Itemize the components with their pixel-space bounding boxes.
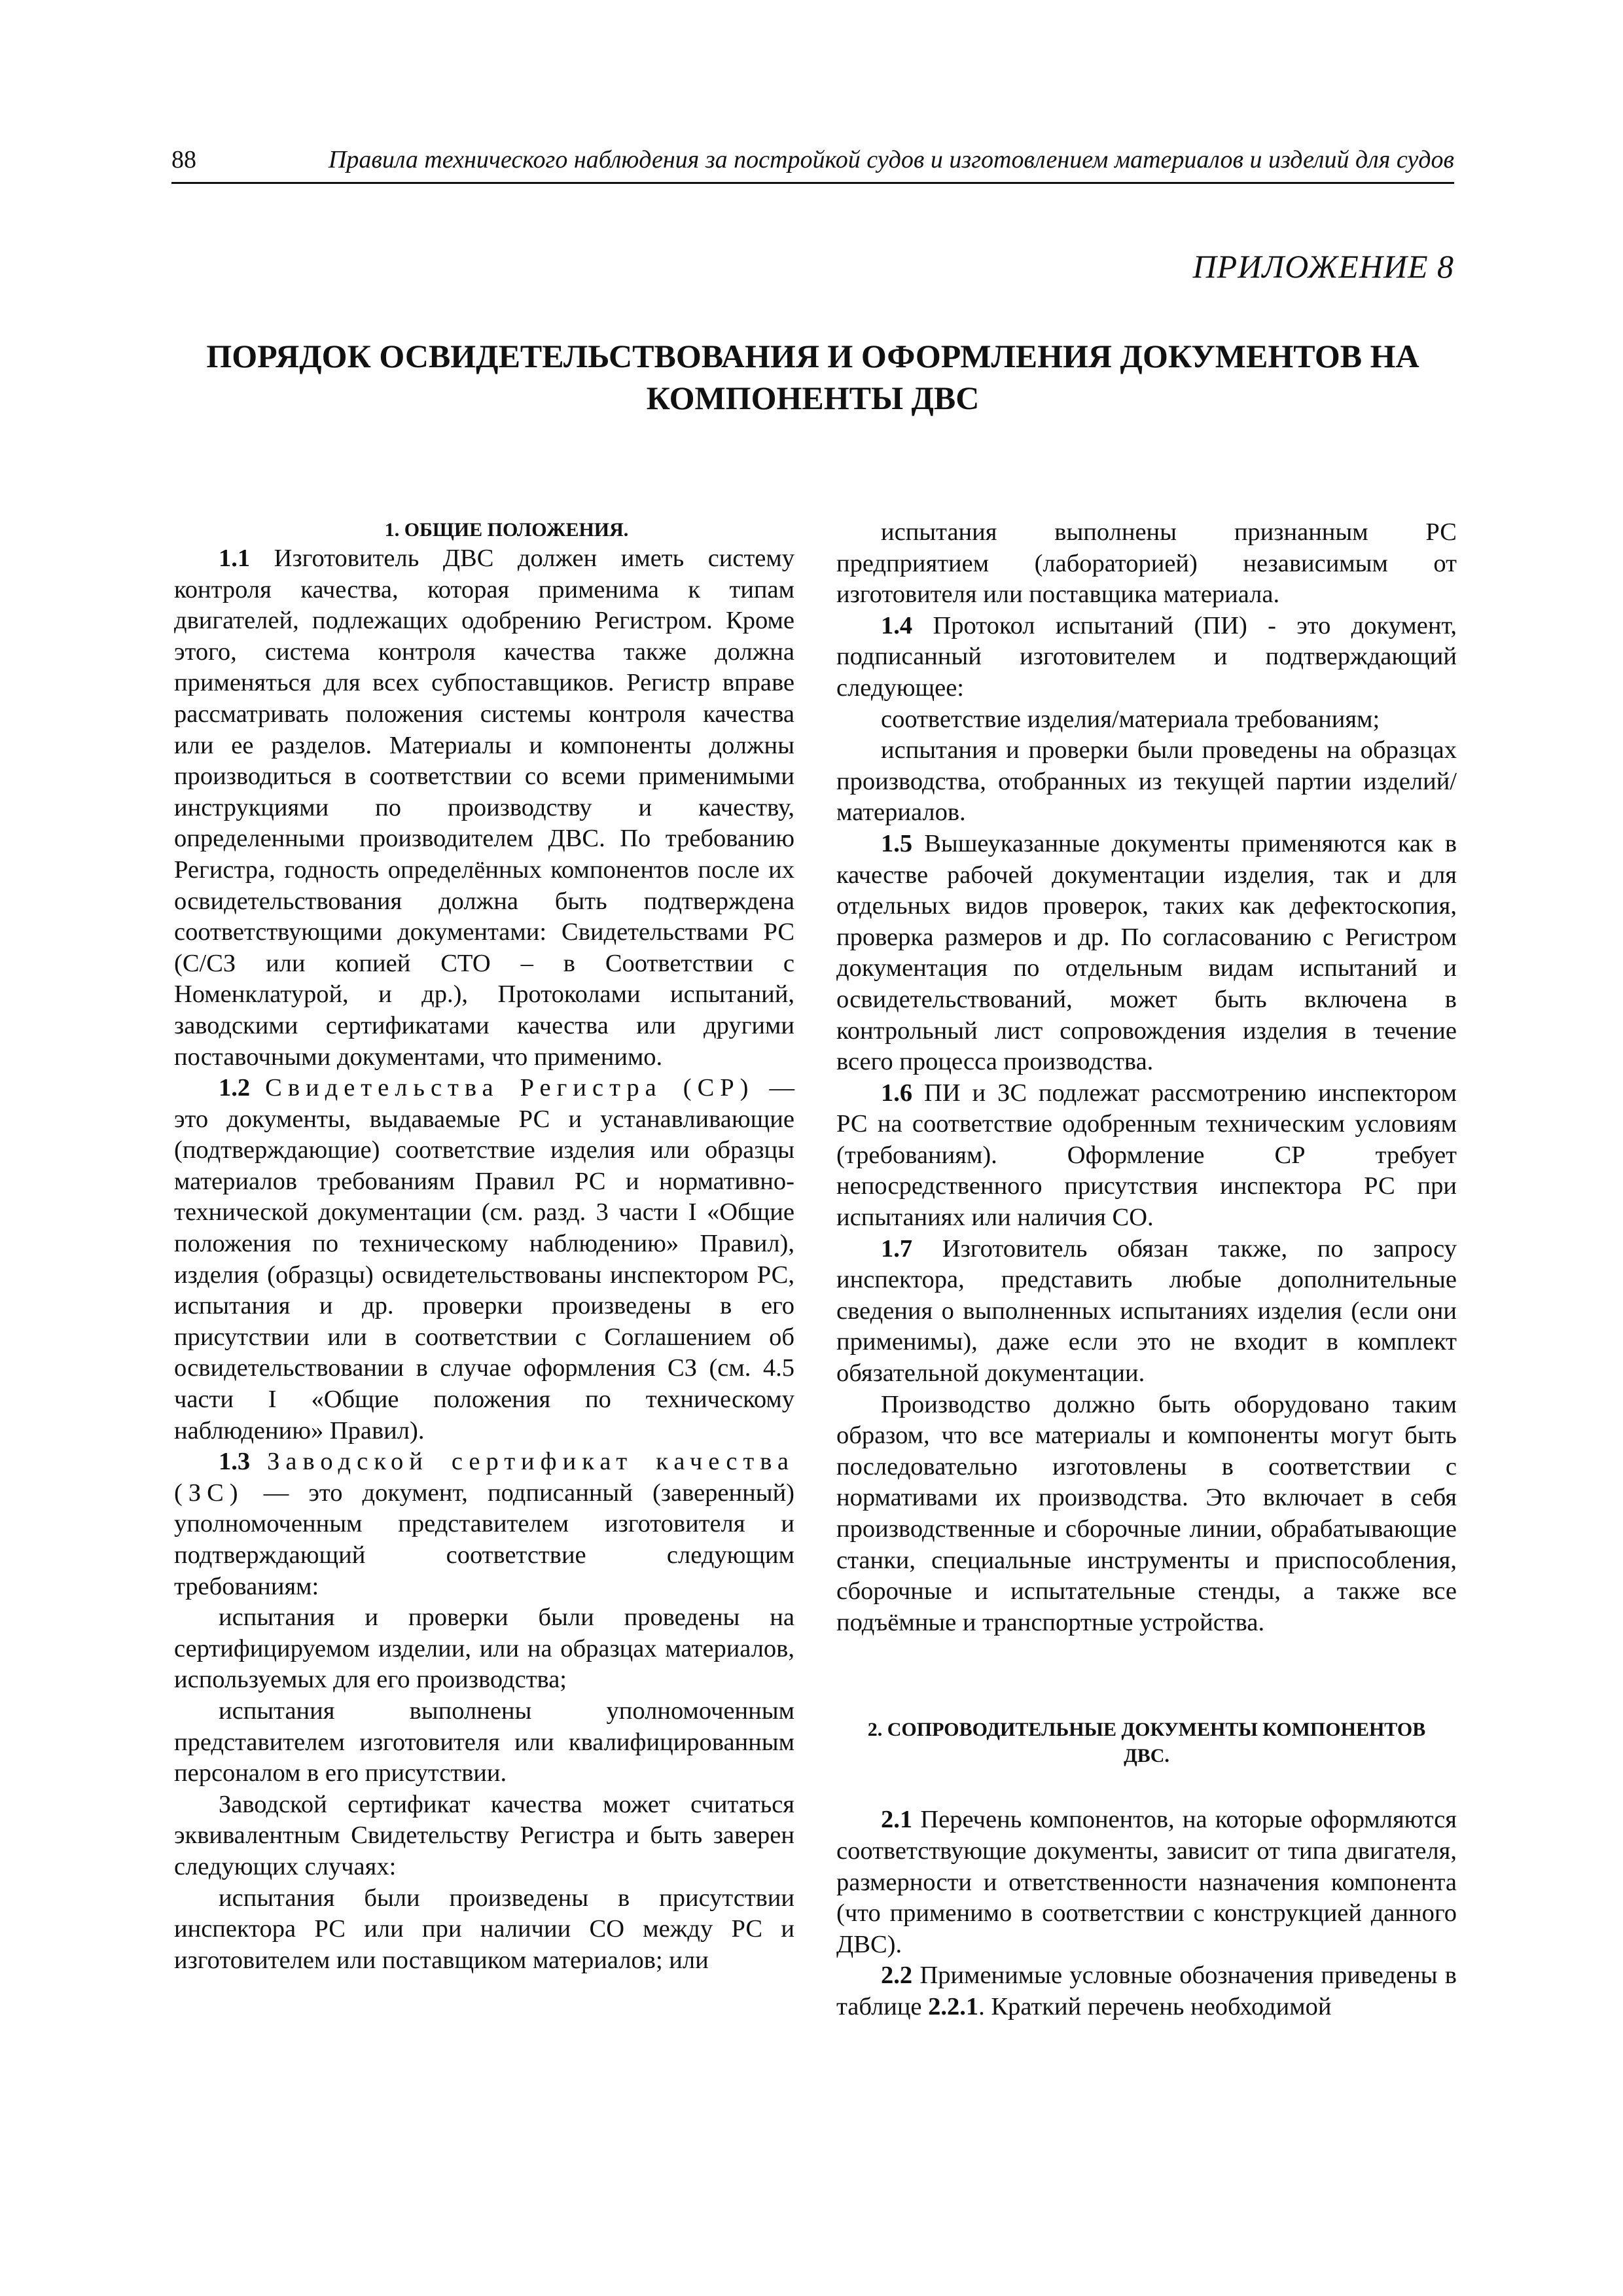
term: Заводской сертификат качества (ЗС) (174, 1448, 794, 1507)
paragraph-1-3 (174, 1446, 794, 1602)
paragraph-text: Перечень компонентов, на которые оформляются соответствующие документы, зависит от типа двигателя, размерности и ответственности назначения компонента (что применимо в соответствии с конструкцией данного ДВС). (836, 1806, 1457, 1958)
paragraph-2-2 (836, 1960, 1457, 2022)
paragraph-1-3-a: испытания и проверки были проведены на сертифицируемом изделии, или на образцах материалов, используемых для его производства; (174, 1604, 794, 1694)
section-2-heading-line-2: ДВС. (1124, 1745, 1169, 1767)
clause-number: 1.4 (881, 611, 913, 639)
paragraph-1-8: Производство должно быть оборудовано таким образом, что все материалы и компоненты могут быть последовательно изготовлены в соответствии с нормативами их производства. Это включает в себя производственные и сборочные линии, обрабатывающие станки, специальные инструменты и приспособления, сборочные и испытательные стенды, а также все подъёмные и транспортные устройства. (836, 1390, 1457, 1636)
paragraph-1-3-e: испытания выполнены признанным РС предприятием (лабораторией) независимым от изготовителя или поставщика материала. (836, 518, 1457, 609)
section-2-heading (836, 1717, 1457, 1769)
paragraph-2-1 (836, 1804, 1457, 1960)
clause-number: 1.2 (219, 1074, 251, 1102)
paragraph-1-2 (174, 1073, 794, 1446)
paragraph-text: Вышеуказанные документы применяются как в качестве рабочей документации изделия, так и для отдельных видов проверок, таких как дефектоскопия, проверка размеров и др. По согласованию с Регистром документация по отдельным видам испытаний и освидетельствований, может быть включена в контрольный лист сопровождения изделия в течение всего процесса производства. (836, 829, 1457, 1076)
paragraph-text: ПИ и ЗС подлежат рассмотрению инспектором РС на соответствие одобренным техническим условиям (требованиям). Оформление СР требует непосредственного присутствия инспектора РС при испытаниях или наличия СО. (836, 1079, 1457, 1232)
clause-number: 1.5 (881, 829, 913, 857)
paragraph-text: Изготовитель обязан также, по запросу инспектора, представить любые дополнительные сведения о выполненных испытаниях изделия (если они применимы), даже если это не входит в комплект обязательной документации. (836, 1234, 1457, 1388)
clause-number: 2.2 (881, 1962, 913, 1990)
running-title: Правила технического наблюдения за постройкой судов и изготовлением материалов и изделий для судов (328, 146, 1454, 173)
paragraph-1-4-b: испытания и проверки были проведены на образцах производства, отобранных из текущей партии изделий/материалов. (836, 736, 1457, 827)
paragraph-1-3-b: испытания выполнены уполномоченным представителем изготовителя или квалифицированным персоналом в его присутствии. (174, 1696, 794, 1787)
title-line-1: ПОРЯДОК ОСВИДЕТЕЛЬСТВОВАНИЯ И ОФОРМЛЕНИЯ ДОКУМЕНТОВ НА (206, 338, 1419, 374)
paragraph-1-6 (836, 1078, 1457, 1234)
paragraph-1-4 (836, 611, 1457, 704)
right-column (836, 517, 1457, 2023)
clause-number: 1.1 (219, 545, 251, 572)
clause-number: 1.6 (881, 1079, 913, 1107)
clause-number: 1.7 (881, 1234, 913, 1263)
paragraph-1-3-c: Заводской сертификат качества может считаться эквивалентным Свидетельству Регистра и быть заверен следующих случаях: (174, 1790, 794, 1880)
paragraph-text: Протокол испытаний (ПИ) - это документ, подписанный изготовителем и подтверждающий следующее: (836, 611, 1457, 702)
paragraph-1-3-d: испытания были произведены в присутствии инспектора РС или при наличии СО между РС и изготовителем или поставщиком материалов; или (174, 1884, 794, 1974)
paragraph-1-7 (836, 1234, 1457, 1390)
document-title (171, 335, 1454, 419)
paragraph-1-4-a: соответствие изделия/материала требованиям; (881, 705, 1380, 733)
section-2-heading-line-1: 2. СОПРОВОДИТЕЛЬНЫЕ ДОКУМЕНТЫ КОМПОНЕНТОВ (867, 1719, 1426, 1741)
table-reference: 2.2.1 (928, 1992, 979, 2020)
page-header (171, 145, 1454, 184)
section-1-heading: 1. ОБЩИЕ ПОЛОЖЕНИЯ. (384, 519, 629, 541)
appendix-label: ПРИЛОЖЕНИЕ 8 (1192, 248, 1454, 285)
paragraph-text: Изготовитель ДВС должен иметь систему контроля качества, которая применима к типам двигателей, подлежащих одобрению Регистром. Кроме этого, система контроля качества также должна применяться для всех субпоставщиков. Регистр вправе рассматривать положения системы контроля качества или ее разделов. Материалы и компоненты должны производиться в соответствии со всеми применимыми инструкциями по производству и качеству, определенными производителем ДВС. По требованию Регистра, годность определённых компонентов после их освидетельствования должна быть подтверждена соответствующими документами: Свидетельствами РС (С/СЗ или копией СТО – в Соответствии с Номенклатурой, и др.), Протоколами испытаний, заводскими сертификатами качества или другими поставочными документами, что применимо. (174, 545, 795, 1071)
paragraph-text: Применимые условные обозначения приведены в таблице (836, 1962, 1457, 2020)
left-column (174, 517, 794, 1976)
title-line-2: КОМПОНЕНТЫ ДВС (646, 380, 980, 416)
paragraph-text: — это документ, подписанный (заверенный) уполномоченным представителем изготовителя и подтверждающий соответствие следующим требованиям: (174, 1479, 794, 1600)
term: Свидетельства Регистра (СР) (265, 1074, 755, 1102)
clause-number: 2.1 (881, 1806, 913, 1834)
paragraph-1-1 (174, 543, 794, 1073)
paragraph-text: — это документы, выдаваемые РС и устанавливающие (подтверждающие) соответствие изделия или образцы материалов требованиям Правил РС и нормативно-технической документации (см. разд. 3 части I «Общие положения по техническому наблюдению» Правил), изделия (образцы) освидетельствованы инспектором РС, испытания и др. проверки произведены в его присутствии или в соответствии с Соглашением об освидетельствовании в случае оформления СЗ (см. 4.5 части I «Общие положения по техническому наблюдению» Правил). (174, 1074, 795, 1444)
clause-number: 1.3 (219, 1448, 251, 1476)
paragraph-1-5 (836, 829, 1457, 1078)
paragraph-text: . Краткий перечень необходимой (978, 1992, 1332, 2020)
page-number: 88 (171, 146, 196, 173)
